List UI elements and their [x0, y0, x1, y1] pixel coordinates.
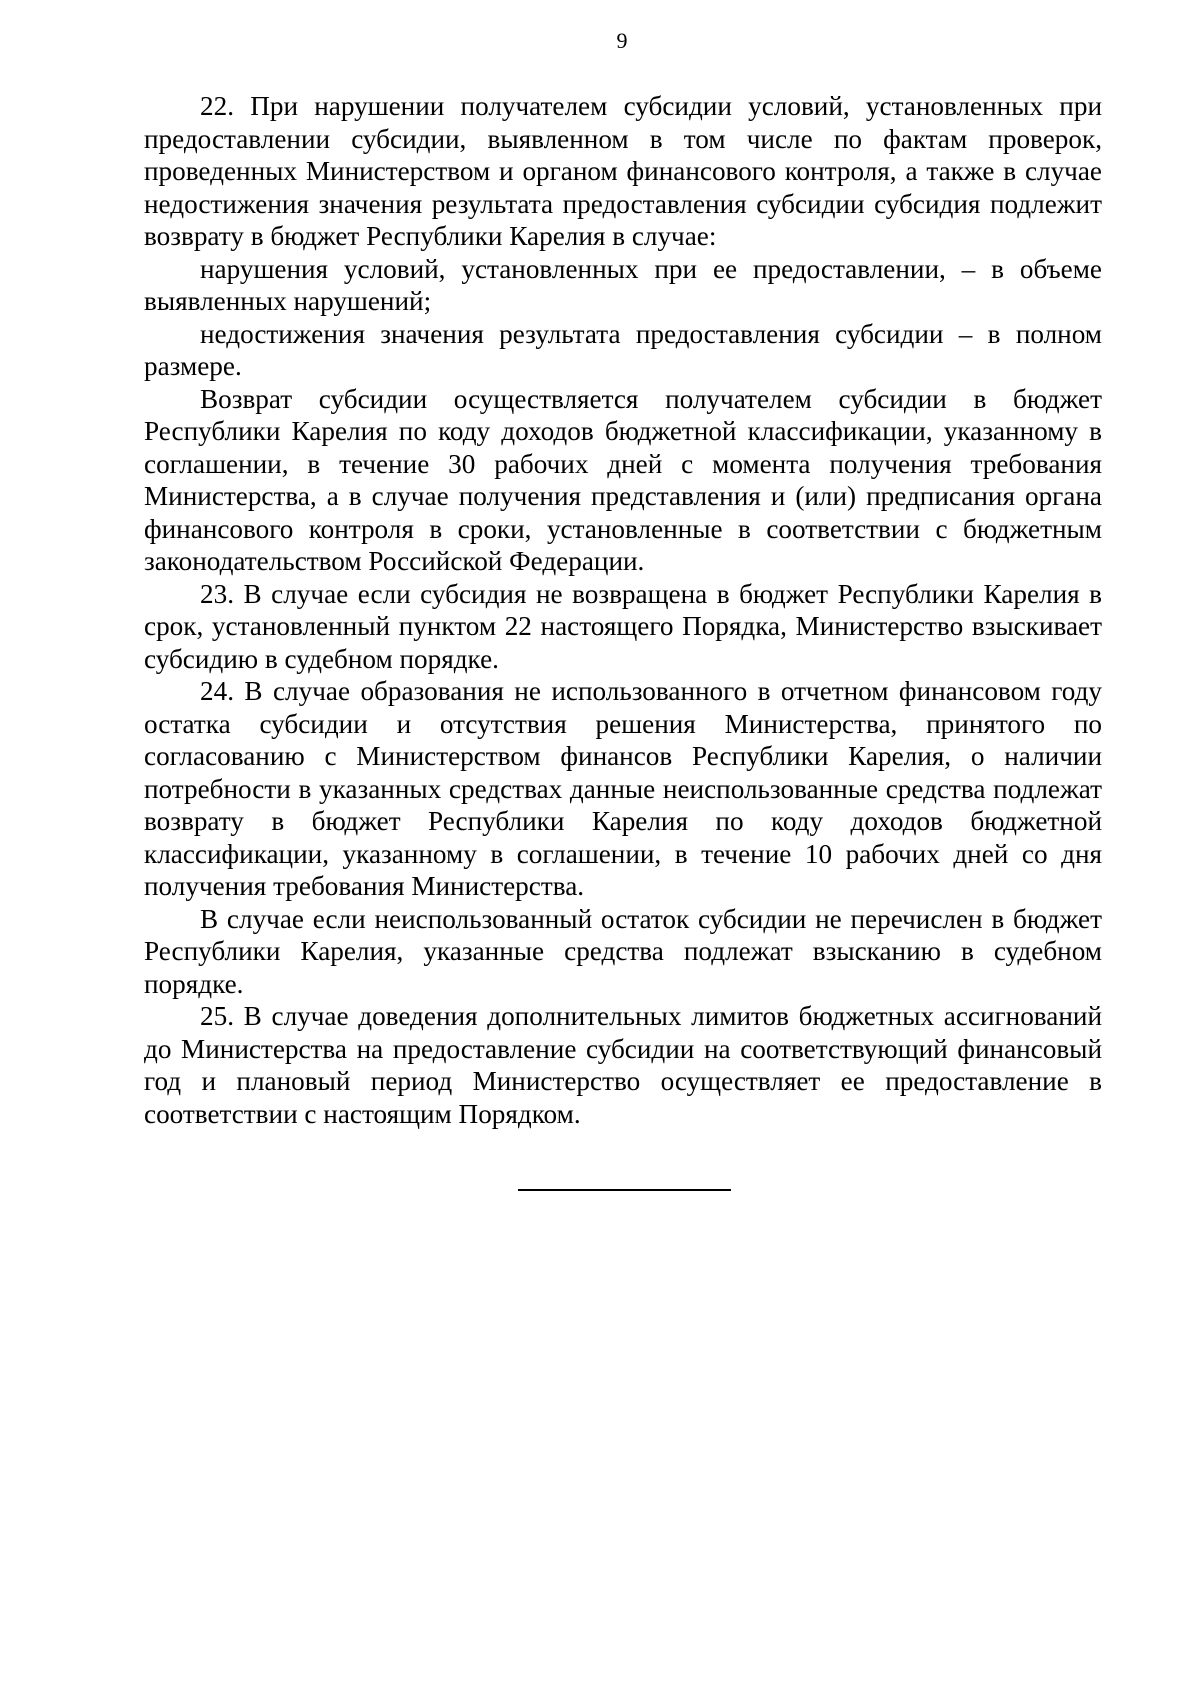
paragraph-24: 24. В случае образования не использованного в отчетном финансовом году остатка субсидии и отсутствия решения Министерства, принятого по согласованию с Министерством финансов Республики Карелия, о наличии потребности в указанных средствах данные неиспользованные средства подлежат возврату в бюджет Республики Карелия по коду доходов бюджетной классификации, указанному в соглашении, в течение 10 рабочих дней со дня получения требования Министерства. — [144, 676, 1102, 901]
document-body — [144, 90, 1102, 1130]
paragraph-22: 22. При нарушении получателем субсидии условий, установленных при предоставлении субсидии, выявленном в том числе по фактам проверок, проведенных Министерством и органом финансового контроля, а также в случае недостижения значения результата предоставления субсидии субсидия подлежит возврату в бюджет Республики Карелия в случае: — [144, 91, 1102, 251]
paragraph-22-violation-item: нарушения условий, установленных при ее предоставлении, – в объеме выявленных нарушений; — [144, 253, 1102, 316]
paragraph-25: 25. В случае доведения дополнительных лимитов бюджетных ассигнований до Министерства на предоставление субсидии на соответствующий финансовый год и плановый период Министерство осуществляет ее предоставление в соответствии с настоящим Порядком. — [144, 1001, 1102, 1129]
page-number: 9 — [616, 28, 628, 53]
paragraph-22-result-item: недостижения значения результата предоставления субсидии – в полном размере. — [144, 318, 1102, 381]
paragraph-24-recovery: В случае если неиспользованный остаток субсидии не перечислен в бюджет Республики Карелия, указанные средства подлежат взысканию в судебном порядке. — [144, 903, 1102, 999]
paragraph-22-return-procedure: Возврат субсидии осуществляется получателем субсидии в бюджет Республики Карелия по коду доходов бюджетной классификации, указанному в соглашении, в течение 30 рабочих дней с момента получения требования Министерства, а в случае получения представления и (или) предписания органа финансового контроля в сроки, установленные в соответствии с бюджетным законодательством Российской Федерации. — [144, 383, 1102, 576]
end-of-document-rule — [518, 1189, 731, 1191]
paragraph-23: 23. В случае если субсидия не возвращена в бюджет Республики Карелия в срок, установленный пунктом 22 настоящего Порядка, Министерство взыскивает субсидию в судебном порядке. — [144, 578, 1102, 674]
